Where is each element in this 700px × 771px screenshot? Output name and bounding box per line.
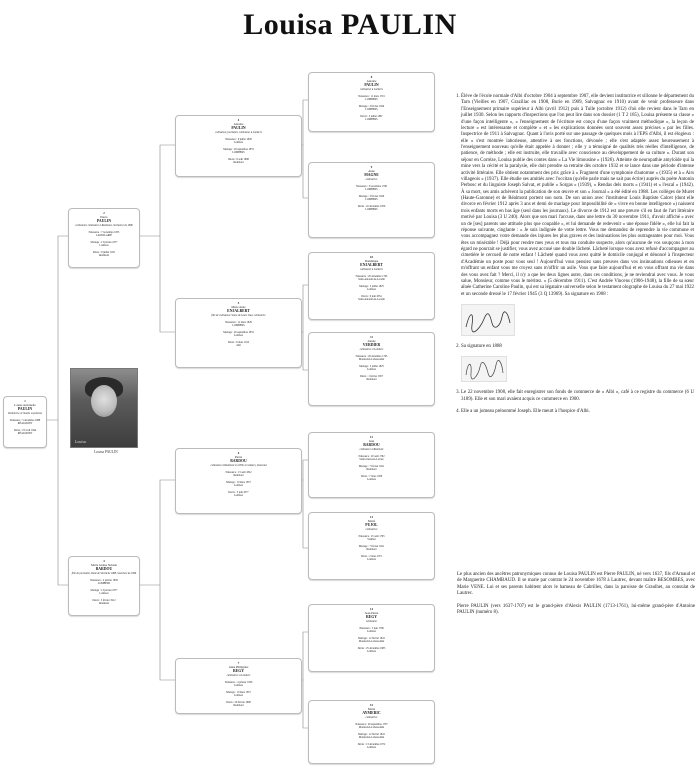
person-number: 15	[370, 703, 373, 707]
event-value: Réalmont	[98, 602, 110, 606]
person-card-3[interactable]	[68, 556, 140, 616]
person-number: 2	[103, 211, 105, 215]
event-label: Naissance : 20 août 1792	[358, 454, 385, 458]
person-surname: BARDOU	[230, 459, 247, 464]
person-card-14[interactable]	[308, 604, 435, 672]
event-value: Montredon-Labessonnié	[358, 736, 385, 740]
person-occupation: cultivateur à Lombers	[360, 268, 383, 272]
event-label: Mariage : 12 février 1822	[358, 732, 385, 736]
event-label: Mariage : 29 septembre 1853	[223, 330, 254, 334]
note-item	[461, 344, 694, 382]
person-surname: ENJALBERT	[360, 263, 383, 268]
event-value: LOMBERS	[365, 188, 378, 192]
person-number: 11	[370, 335, 373, 339]
event-value: Réalmont	[233, 161, 244, 165]
summary-paragraph: Le plus ancien des ancêtres patronymiques connus de Louisa PAULIN est Pierre PAULIN, né vers 1637, fils d'Arnaud et de Marguerite CHAMBAUD. Il se marie par contrat le 24 novembre 1678 à Lautrec, devant maître BESOMBES, avec Marie VENE. Lui et ses parents habitent alors le hameau de Cabrilles, dans la paroisse de Graulhet, au consulat de Lautrec.	[457, 572, 695, 597]
event-label: Mariage : 3 février 1820	[358, 104, 385, 108]
note-text: 1. Élève de l'école normale d'Albi d'octobre 1904 à septembre 1907, elle devient institutrice et sillonne le département du Tarn (Vieilles en 1907, Grazillac en 1908, Burie en 1909, Salvagnac en 1910) avant de venir professeure dans l'Enseignement primaire supérieur à Albi (avril 1912) puis à Tulle (octobre 1912) d'où elle revient dans le Tarn en juillet 1930. Selon les rapports d'inspections que l'on peut lire dans son dossier (1 T 2 185), Louisa présente sa classe « d'une façon intelligente », « l'enseignement de l'écriture est conçu d'une façon vraiment méthodique », la leçon de lecture « est intéressante et complète » et « les explications données sont souvent assez précises » par les filles. Inspectrice de 1911 à Salvagnac. Quant à l'avis porté sur une passage de quelques mois à l'EPS d'Albi, il est élogieux : elle « s'est montrée laborieuse, attentive à ses fonctions, dévouée ; elle s'est adaptée assez heureusement à l'enseignement nouveau qu'elle était appelée à donner ; elle y a témoigné de qualités très réelles d'intelligence, de patience, de méthode ; elle est instruite, elle travaille avec conscience au développement de sa culture ». Durant son séjour en Corrèze, Louisa publie des contes dans « La Vie limousine » (1926). Atteinte de neuropathie amyloïde qui la mine vers la cécité et la paralysie, elle doit prendre sa retraite dès octobre 1932 et se lance dans une période d'intense activité littéraire. Elle obtient notamment des prix grâce à « Fragment d'une symphonie d'automne » (1935) et à « Airs villageois » (1937). Elle étudie ses amitiés avec l'occitan (qu'elle parle mais ne sait pas écrire) auprès du poète Antonin Perbosc et du linguiste Joseph Salvat, et publie « Sorgas » (1939), « Rendas dels morts » (1941) et « l'escal » (1942). À sa mort, ses amis achèvent la publication de son œuvre et son « Journal » a été édité en 1988. Les collèges de Muret (Haute-Garonne) et de Réalmont portent son nom. De son union avec l'instituteur Louis Baptiste Calcet (dont elle divorce en février 1912 après 3 ans et demi de mariage pour impossibilité de « vivre en bonne intelligence ») naissent trois enfants morts en bas âge (seul dans les journaux). Le divorce de 1912 est une preuve s'il en faut de l'art littéraire motivé par Louisa (3 U 240). Alors que son mari l'accuse, dans une lettre du 30 novembre 1911, d'avoir affiché « avec un de [ses] parents une attitude plus que coupable », et lui demande de redevenir « une épouse fidèle », elle lui fait la réponse suivante, cinglante : « Je suis indignée de votre lettre. Vous me demandez de reprendre la vie commune et vous accompagnez votre demande des injures les plus graves et des insinuations les plus outrageantes pour moi. Vous êtes un misérable ! Déjà pour rendre mes yeux et tous ma conduite suspecte, alors qu'aucune de vos soupçons à mon égard ne pourrait se justifier, vous avez accusé une double lâcheté. Lâcheté lorsque vous avez refusé d'accompagner au cimetière le cercueil de notre enfant ! Lâcheté quand vous avez quitté le domicile conjugal et dénoncé à l'inspecteur d'Académie un poste pour vous seul ! Aujourd'hui vous pensiez sans preuves dans vos insinuations odieuses et en m'offrant un enfant vous me croyez sans m'offrir un asile. Vous que faire aujourd'hui et en vous offrant ma vie dans des vous avez fait ? Merci, il n'y a que les deux lignes autre, dans ces conditions, je ne reviendrai avec vous. Je vous salue, Monsieur, comme vous le méritez. » (5 décembre 1911). C'est Andrée Vincens (1906-1948), la fille de sa sœur aînée Catherine Caroline Paulin, qui est sa légataire universelle selon le testament olographe de Louisa du 27 mai 1922 et un seconde dressé le 17 février 1945 (3 Q 13969). Sa signature en 1908 :	[461, 94, 694, 297]
person-occupation: cultivatrice à Lombers	[226, 674, 251, 678]
person-number: 4	[237, 118, 240, 122]
event-value: Lombers	[233, 684, 244, 688]
person-occupation: cultivatrice	[365, 528, 378, 532]
event-label: Naissance : 12 mars 1829	[225, 320, 252, 324]
event-label: Décès : 13 décembre 1872	[357, 742, 386, 746]
portrait-signature: Louisa	[75, 439, 86, 444]
person-surname: AYMERIC	[362, 711, 381, 716]
event-value: Saint-Antonin-de-Lacalm	[358, 278, 385, 282]
event-label: Décès : 6 mars 1913	[227, 340, 250, 344]
summary-paragraph: Pierre PAULIN (vers 1637-1707) est le grand-père d'Alexis PAULIN (1713-1761), lui-même grand-père d'Antoine PAULIN (numéro 8).	[457, 603, 695, 615]
person-given-names: Dominique	[364, 259, 379, 264]
event-value: Lombers	[366, 288, 377, 292]
event-value: Réalmont	[366, 548, 377, 552]
event-label: Mariage : 13 janvier 1877	[90, 240, 118, 244]
event-label: Mariage : 5 juillet 1825	[359, 284, 384, 288]
event-value: Réalmont	[98, 254, 110, 258]
person-number: 7	[237, 661, 240, 665]
event-value: Montredon-Labessonnié	[358, 358, 385, 362]
person-number: 5	[237, 301, 240, 305]
signature-scribble	[462, 357, 506, 381]
event-value: LOMBERS	[232, 324, 245, 328]
signature-1908-image	[461, 304, 515, 336]
event-label: Naissance : 9 juillet 1828	[225, 137, 252, 141]
event-label: Décès : 1 février 1857	[359, 374, 384, 378]
person-card-10[interactable]	[308, 252, 435, 320]
ancestry-summary	[457, 572, 695, 622]
person-number: 14	[370, 607, 373, 611]
event-label: Naissance : 7 novembre 1855	[88, 230, 120, 234]
person-occupation: cultivateur à Lombers	[360, 88, 383, 92]
event-value: LOMBERS	[365, 98, 378, 102]
event-value: LAMILLARIÉ	[96, 234, 112, 238]
person-occupation: cultivateur, journalier, cultivateur à Lombers	[215, 131, 262, 135]
person-number: 12	[370, 435, 373, 439]
person-surname: PUJOL	[365, 523, 378, 528]
person-card-7[interactable]	[175, 658, 302, 714]
event-label: Naissance : 5 décembre 1888	[9, 418, 41, 422]
person-surname: MAGNE	[364, 173, 379, 178]
person-surname: PAULIN	[17, 407, 33, 412]
event-value: Lombers	[99, 592, 109, 596]
person-card-11[interactable]	[308, 332, 435, 406]
person-number: 8	[370, 75, 373, 79]
person-number: 1	[24, 399, 26, 403]
event-label: Décès : 25 décembre 1885	[357, 646, 386, 650]
event-value: LOMBERS	[365, 198, 378, 202]
person-given-names: Marie Anne	[231, 305, 246, 310]
event-value: LOMBERS	[365, 108, 378, 112]
event-value: RÉALMONT	[17, 422, 33, 426]
person-surname: REGY	[366, 615, 377, 620]
event-label: Mariage : 13 janvier 1877	[90, 588, 118, 592]
person-card-13[interactable]	[308, 512, 435, 580]
event-label: Décès : 8 août 1898	[228, 157, 249, 161]
note-text: 2. Sa signature en 1888	[461, 344, 502, 349]
event-label: Décès : 8 juillet 1931	[92, 250, 116, 254]
event-label: Mariage : 10 mars 1857	[226, 690, 251, 694]
person-occupation: cultivateur à Réalmont en 1858, à Lombers, tisserand	[210, 464, 267, 468]
event-value: LOMBERS	[97, 582, 111, 586]
person-number: 9	[370, 165, 373, 169]
event-value: Lombers	[366, 746, 377, 750]
person-card-6[interactable]	[175, 448, 302, 514]
person-given-names: Anne Philippine	[228, 665, 249, 670]
person-card-12[interactable]	[308, 432, 435, 498]
event-value: Réalmont	[233, 704, 244, 708]
event-label: Naissance : 20 décembre 1793	[355, 274, 388, 278]
note-item	[461, 390, 694, 403]
event-label: Décès : 6 juin 1854	[361, 294, 382, 298]
person-surname: VERDIER	[362, 343, 381, 348]
person-occupation: Institutrice, écrivaine et poétesse	[7, 412, 43, 416]
event-label: Décès : 3 juin 1877	[228, 490, 249, 494]
event-label: Décès : 23 avril 1944	[13, 428, 37, 432]
person-surname: BARDOU	[363, 443, 380, 448]
person-surname: PAULIN	[231, 126, 246, 131]
person-given-names: Jean-Pierre	[364, 611, 379, 616]
person-given-names: Marie	[367, 707, 376, 712]
person-card-2[interactable]	[68, 208, 140, 268]
person-given-names: Jeanne	[367, 339, 376, 344]
portrait-photo	[70, 368, 138, 448]
event-value: LOMBERS	[365, 118, 378, 122]
person-number: 10	[370, 255, 373, 259]
person-occupation: fille de cultivateur, Veuve de Louis Jean, cultivatrice	[211, 314, 266, 318]
event-value: Lombers	[233, 694, 244, 698]
person-given-names: Jean	[368, 439, 375, 444]
event-value: Lombers	[366, 368, 377, 372]
person-card-15[interactable]	[308, 700, 435, 764]
person-number: 3	[103, 559, 105, 563]
event-label: Naissance : 3 novembre 1798	[356, 184, 387, 188]
event-label: Mariage : 5 juillet 1825	[359, 364, 384, 368]
notes-section	[452, 94, 694, 422]
portrait-face	[91, 385, 117, 417]
page-title: Louisa PAULIN	[243, 8, 457, 41]
note-text: 3. Le 22 novembre 1908, elle fait enregistrer son fonds de commerce de « Albi », café à ce registre du commerce (6 U 3189). Elle et son mari avaient acquis ce commerce en 1900.	[461, 390, 694, 402]
person-card-8[interactable]	[308, 72, 435, 132]
person-given-names: Anne	[368, 169, 375, 174]
person-card-4[interactable]	[175, 115, 302, 177]
person-surname: ENJALBERT	[227, 309, 250, 314]
event-value: Saint-Antonin-de-Lacalm	[358, 298, 385, 302]
person-occupation: cultivatrice	[365, 178, 378, 182]
note-item	[461, 409, 694, 415]
person-occupation: cordonnier, cultivateur à Réalmont, clocheteur de 1886	[75, 224, 133, 228]
person-card-5[interactable]	[175, 298, 302, 368]
event-label: Mariage : 29 septembre 1853	[223, 147, 254, 151]
portrait-caption: Louisa PAULIN	[94, 450, 118, 454]
event-value: Montredon-Labessonnié	[358, 726, 385, 730]
person-surname: PAULIN	[364, 83, 379, 88]
person-given-names: Marie	[367, 519, 376, 524]
event-value: Réalmont	[366, 378, 377, 382]
signature-scribble	[462, 305, 514, 335]
person-number: 6	[237, 451, 240, 455]
event-value: Lombers	[366, 650, 377, 654]
person-occupation: cultivateur	[365, 620, 378, 624]
person-given-names: Pierre	[100, 215, 108, 220]
event-value: LOMBERS	[365, 208, 378, 212]
signature-1888-image	[461, 356, 507, 382]
person-surname: PAULIN	[96, 219, 112, 224]
event-value: Réalmont	[233, 474, 244, 478]
event-label: Naissance : 26 septembre 1797	[355, 722, 388, 726]
event-label: Décès : 7 mars 1858	[360, 474, 383, 478]
event-label: Mariage : 7 février 1821	[358, 544, 385, 548]
note-text: 4. Elle a un jumeau prénommé Joseph. Elle meurt à l'hospice d'Albi.	[461, 409, 590, 415]
event-value: Montredon-Labessonnié	[358, 640, 385, 644]
event-label: Naissance : 4 janvier 1858	[90, 578, 118, 582]
event-label: Mariage : 10 mars 1857	[226, 480, 251, 484]
event-label: Naissance : 4 janvier 1836	[224, 680, 253, 684]
event-value: Vielmur	[367, 538, 376, 542]
event-label: Mariage : 3 février 1820	[358, 194, 385, 198]
event-label: Naissance : 5 juin 1796	[359, 626, 384, 630]
person-number: 13	[370, 515, 373, 519]
person-given-names: Antoine	[233, 122, 244, 127]
event-value: LOMBERS	[232, 151, 245, 155]
person-surname: REGY	[233, 669, 244, 674]
event-value: Lombers	[366, 558, 377, 562]
event-value: Lombers	[233, 484, 244, 488]
event-value: Saint-Lieux-lès-Lavaur	[359, 458, 384, 462]
event-label: Naissance : 25 août 1795	[358, 534, 385, 538]
person-given-names: Pierre	[234, 455, 243, 460]
person-surname: BARDOU	[95, 567, 113, 572]
event-value: Lombers	[233, 141, 244, 145]
event-label: Naissance : 26 décembre 1795	[355, 354, 388, 358]
person-occupation: fille de journalier, Tante de Sicard de 1888, Sourcière de 1896	[71, 572, 137, 576]
person-card-9[interactable]	[308, 162, 435, 238]
event-label: Décès : 5 février 1912	[92, 598, 116, 602]
event-value: Albi	[236, 344, 241, 348]
event-label: Mariage : 7 février 1821	[358, 464, 385, 468]
event-label: Décès : 2 mars 1871	[360, 554, 383, 558]
notes-list	[452, 94, 694, 416]
event-value: Lombers	[233, 334, 244, 338]
person-given-names: Antoine	[366, 79, 377, 84]
person-occupation: cultivatrice à Lombers	[359, 348, 384, 352]
event-value: RÉALMONT	[17, 432, 33, 436]
person-occupation: cultivateur à Réalmont	[359, 448, 384, 452]
event-label: Naissance : 11 mars 1791	[358, 94, 385, 98]
event-label: Décès : 3 juillet 1867	[360, 114, 383, 118]
event-value: Lombers	[366, 478, 377, 482]
person-occupation: cultivatrice	[365, 716, 378, 720]
person-given-names: Louise Antoinette	[14, 403, 36, 408]
note-item	[461, 94, 694, 336]
person-given-names: Marie Jeanne Sidonie	[91, 563, 117, 568]
person-card-1[interactable]	[3, 396, 47, 448]
event-label: Mariage : 12 février 1822	[358, 636, 385, 640]
event-label: Décès : 26 février 1898	[226, 700, 251, 704]
event-label: Décès : 22 décembre 1856	[357, 204, 386, 208]
event-value: Réalmont	[366, 468, 377, 472]
event-value: Lombers	[233, 494, 244, 498]
event-label: Naissance : 13 août 1822	[225, 470, 252, 474]
event-value: Lombers	[99, 244, 109, 248]
event-value: Lombers	[366, 630, 377, 634]
